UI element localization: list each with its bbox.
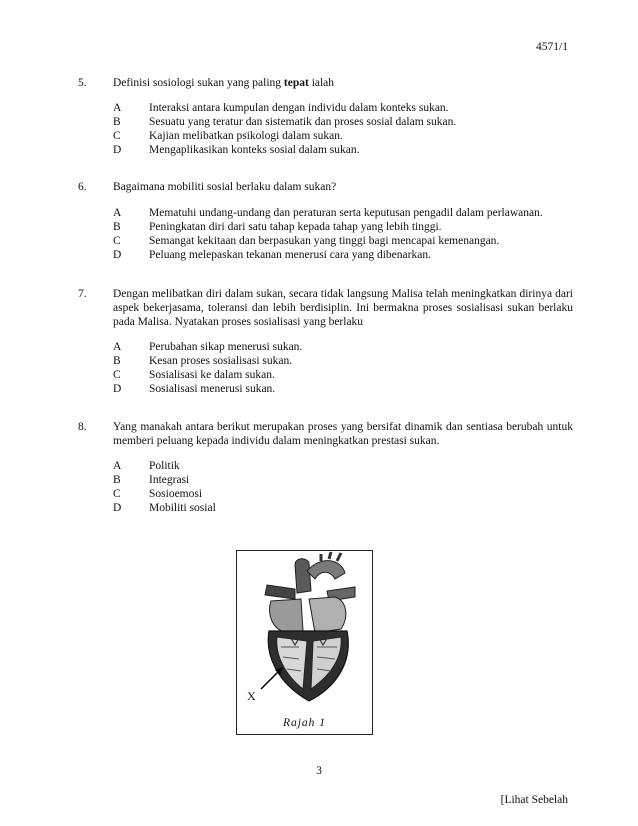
option-letter: D [113, 502, 122, 514]
option-text: Sesuatu yang teratur dan sistematik dan proses sosial dalam sukan. [149, 116, 457, 128]
question-7-text: Dengan melibatkan diri dalam sukan, secara tidak langsung Malisa telah meningkatkan dirinya dari aspek bekerjasama, toleransi dan lebih berdisiplin. Ini bermakna proses sosialisasi sukan berlaku pada Malisa. Nyatakan proses sosialisasi yang berlaku [113, 288, 573, 328]
option-letter: D [113, 144, 122, 156]
paper-code: 4571/1 [536, 41, 568, 53]
option-letter: C [113, 235, 121, 247]
option-letter: A [113, 207, 122, 219]
option-text: Politik [149, 460, 180, 472]
option-text: Sosialisasi menerusi sukan. [149, 383, 276, 395]
question-5-option-d [113, 143, 573, 157]
option-text: Peningkatan diri dari satu tahap kepada tahap yang lebih tinggi. [149, 221, 442, 233]
option-text: Mengaplikasikan konteks sosial dalam sukan. [149, 144, 360, 156]
option-letter: C [113, 130, 121, 142]
option-letter: A [113, 341, 122, 353]
option-letter: A [113, 460, 122, 472]
option-text: Sosioemosi [149, 488, 203, 500]
question-6-option-d [113, 248, 573, 262]
option-text: Mematuhi undang-undang dan peraturan serta keputusan pengadil dalam perlawanan. [149, 207, 543, 219]
question-6-option-a [113, 206, 573, 220]
question-5-option-b [113, 115, 573, 129]
question-6-number: 6. [78, 181, 87, 193]
figure-label-x: X [247, 689, 256, 703]
figure-caption: Rajah 1 [282, 717, 327, 729]
option-letter: B [113, 355, 121, 367]
question-6-option-b [113, 220, 573, 234]
question-8-option-b [113, 473, 573, 487]
heart-figure-frame [236, 550, 373, 735]
question-8-option-d [113, 501, 573, 515]
option-letter: B [113, 116, 121, 128]
option-letter: C [113, 488, 121, 500]
option-text: Mobiliti sosial [149, 502, 216, 514]
question-7-option-b [113, 354, 573, 368]
question-6-option-c [113, 234, 573, 248]
option-text: Integrasi [149, 474, 190, 486]
footer-note: [Lihat Sebelah [500, 794, 568, 806]
option-text: Kesan proses sosialisasi sukan. [149, 355, 293, 367]
question-5-option-a [113, 101, 573, 115]
question-5-text-end: ialah [311, 77, 335, 89]
page-number: 3 [316, 765, 322, 777]
option-text: Sosialisasi ke dalam sukan. [149, 369, 275, 381]
question-8-option-a [113, 459, 573, 473]
question-8-option-c [113, 487, 573, 501]
heart-diagram-icon [237, 551, 372, 711]
question-8-number: 8. [78, 421, 87, 433]
option-letter: D [113, 383, 122, 395]
option-text: Semangat kekitaan dan berpasukan yang tinggi bagi mencapai kemenangan. [149, 235, 500, 247]
question-5-number: 5. [78, 77, 87, 89]
question-6-text: Bagaimana mobiliti sosial berlaku dalam sukan? [113, 181, 337, 193]
question-8-text: Yang manakah antara berikut merupakan proses yang bersifat dinamik dan sentiasa berubah untuk memberi peluang kepada individu dalam meningkatkan prestasi sukan. [113, 421, 573, 447]
option-letter: D [113, 249, 122, 261]
option-text: Kajian melibatkan psikologi dalam sukan. [149, 130, 343, 142]
question-5-text-start: Definisi sosiologi sukan yang paling [113, 77, 284, 89]
question-7-number: 7. [78, 288, 87, 300]
option-text: Interaksi antara kumpulan dengan individu dalam konteks sukan. [149, 102, 449, 114]
question-5-emphasis: tepat [283, 77, 312, 89]
option-letter: A [113, 102, 122, 114]
option-letter: B [113, 221, 121, 233]
option-text: Peluang melepaskan tekanan menerusi cara yang dibenarkan. [149, 249, 431, 261]
question-7-option-a [113, 340, 573, 354]
question-7-option-d [113, 382, 573, 396]
option-letter: B [113, 474, 121, 486]
question-5-option-c [113, 129, 573, 143]
question-7-option-c [113, 368, 573, 382]
option-letter: C [113, 369, 121, 381]
option-text: Perubahan sikap menerusi sukan. [149, 341, 303, 353]
question-5-text [113, 76, 573, 90]
